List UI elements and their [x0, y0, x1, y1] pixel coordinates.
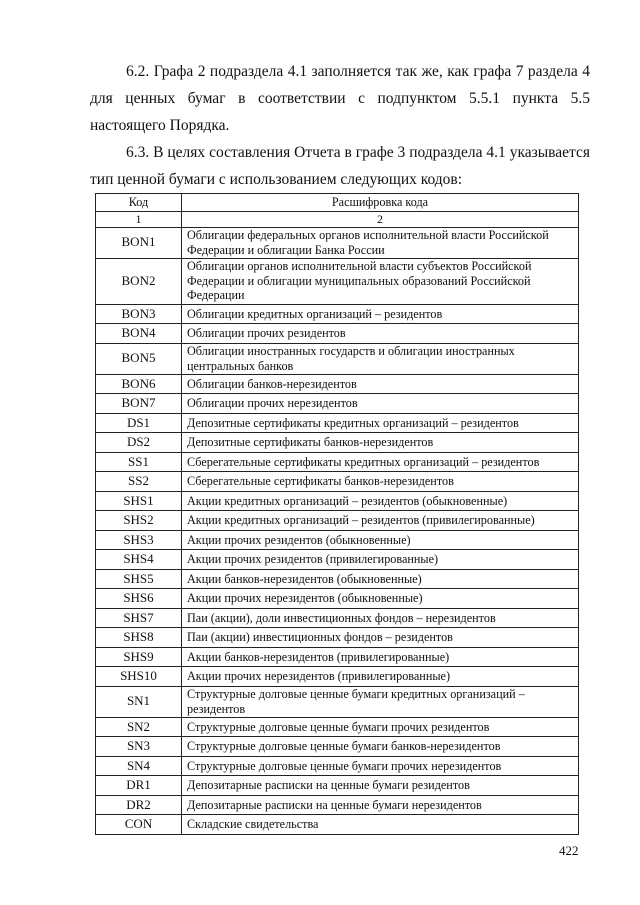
row-description: Акции прочих нерезидентов (привилегированные) — [182, 667, 579, 687]
row-code: BON2 — [96, 258, 182, 304]
table-row — [96, 737, 579, 757]
table-row — [96, 667, 579, 687]
table-row — [96, 815, 579, 835]
table-row — [96, 324, 579, 344]
row-description: Акции банков-нерезидентов (привилегированные) — [182, 647, 579, 667]
table-row — [96, 452, 579, 472]
table-row — [96, 304, 579, 324]
column-number-2: 2 — [182, 212, 579, 228]
table-row — [96, 647, 579, 667]
row-code: SHS3 — [96, 530, 182, 550]
table-row — [96, 343, 579, 374]
row-code: SN4 — [96, 756, 182, 776]
codes-table — [95, 193, 579, 835]
row-code: SHS2 — [96, 511, 182, 531]
row-code: SN3 — [96, 737, 182, 757]
table-row — [96, 258, 579, 304]
row-description: Депозитные сертификаты банков-нерезидентов — [182, 433, 579, 453]
row-description: Облигации прочих нерезидентов — [182, 394, 579, 414]
row-description: Облигации банков-нерезидентов — [182, 374, 579, 394]
row-code: SS1 — [96, 452, 182, 472]
table-row — [96, 491, 579, 511]
row-code: BON1 — [96, 227, 182, 258]
table-row — [96, 589, 579, 609]
row-description: Структурные долговые ценные бумаги банков-нерезидентов — [182, 737, 579, 757]
table-row — [96, 550, 579, 570]
table-row — [96, 608, 579, 628]
row-description: Депозитарные расписки на ценные бумаги резидентов — [182, 776, 579, 796]
table-row — [96, 530, 579, 550]
row-code: CON — [96, 815, 182, 835]
paragraph-6-2: 6.2. Графа 2 подраздела 4.1 заполняется так же, как графа 7 раздела 4 для ценных бумаг в соответствии с подпунктом 5.5.1 пункта 5.5 настоящего Порядка. — [90, 63, 590, 134]
table-row — [96, 776, 579, 796]
paragraph-6-3: 6.3. В целях составления Отчета в графе 3 подраздела 4.1 указывается тип ценной бумаги с использованием следующих кодов: — [90, 144, 590, 188]
column-number-1: 1 — [96, 212, 182, 228]
row-code: SHS5 — [96, 569, 182, 589]
row-description: Сберегательные сертификаты кредитных организаций – резидентов — [182, 452, 579, 472]
row-description: Облигации кредитных организаций – резидентов — [182, 304, 579, 324]
row-description: Паи (акции), доли инвестиционных фондов – нерезидентов — [182, 608, 579, 628]
row-description: Структурные долговые ценные бумаги прочих нерезидентов — [182, 756, 579, 776]
row-description: Облигации федеральных органов исполнительной власти Российской Федерации и облигации Банка России — [182, 227, 579, 258]
row-code: BON5 — [96, 343, 182, 374]
row-code: SHS4 — [96, 550, 182, 570]
row-code: SN2 — [96, 717, 182, 737]
table-row — [96, 413, 579, 433]
row-code: BON6 — [96, 374, 182, 394]
row-code: BON7 — [96, 394, 182, 414]
row-description: Складские свидетельства — [182, 815, 579, 835]
row-description: Структурные долговые ценные бумаги прочих резидентов — [182, 717, 579, 737]
row-code: BON4 — [96, 324, 182, 344]
row-description: Облигации иностранных государств и облигации иностранных центральных банков — [182, 343, 579, 374]
row-code: SHS9 — [96, 647, 182, 667]
header-description: Расшифровка кода — [182, 194, 579, 212]
row-description: Структурные долговые ценные бумаги кредитных организаций – резидентов — [182, 686, 579, 717]
table-row — [96, 628, 579, 648]
row-description: Акции прочих нерезидентов (обыкновенные) — [182, 589, 579, 609]
page-number: 422 — [559, 843, 579, 858]
row-description: Облигации прочих резидентов — [182, 324, 579, 344]
row-code: DS1 — [96, 413, 182, 433]
row-description: Акции прочих резидентов (привилегированные) — [182, 550, 579, 570]
header-code: Код — [96, 194, 182, 212]
table-row — [96, 472, 579, 492]
table-row — [96, 227, 579, 258]
table-row — [96, 374, 579, 394]
row-code: SHS1 — [96, 491, 182, 511]
row-description: Облигации органов исполнительной власти субъектов Российской Федерации и облигации муниципальных образований Российской Федерации — [182, 258, 579, 304]
row-description: Акции прочих резидентов (обыкновенные) — [182, 530, 579, 550]
row-code: DR1 — [96, 776, 182, 796]
table-row — [96, 433, 579, 453]
row-description: Акции банков-нерезидентов (обыкновенные) — [182, 569, 579, 589]
row-description: Акции кредитных организаций – резидентов (привилегированные) — [182, 511, 579, 531]
table-row — [96, 511, 579, 531]
table-row — [96, 569, 579, 589]
row-description: Паи (акции) инвестиционных фондов – резидентов — [182, 628, 579, 648]
row-code: DS2 — [96, 433, 182, 453]
row-description: Депозитарные расписки на ценные бумаги нерезидентов — [182, 795, 579, 815]
row-code: DR2 — [96, 795, 182, 815]
row-code: SHS10 — [96, 667, 182, 687]
table-row — [96, 717, 579, 737]
table-row — [96, 686, 579, 717]
row-description: Акции кредитных организаций – резидентов (обыкновенные) — [182, 491, 579, 511]
row-code: BON3 — [96, 304, 182, 324]
table-row — [96, 756, 579, 776]
row-code: SHS8 — [96, 628, 182, 648]
row-code: SN1 — [96, 686, 182, 717]
row-code: SHS7 — [96, 608, 182, 628]
row-description: Депозитные сертификаты кредитных организаций – резидентов — [182, 413, 579, 433]
table-row — [96, 795, 579, 815]
row-description: Сберегательные сертификаты банков-нерезидентов — [182, 472, 579, 492]
table-body — [96, 227, 579, 834]
row-code: SHS6 — [96, 589, 182, 609]
table-row — [96, 394, 579, 414]
row-code: SS2 — [96, 472, 182, 492]
